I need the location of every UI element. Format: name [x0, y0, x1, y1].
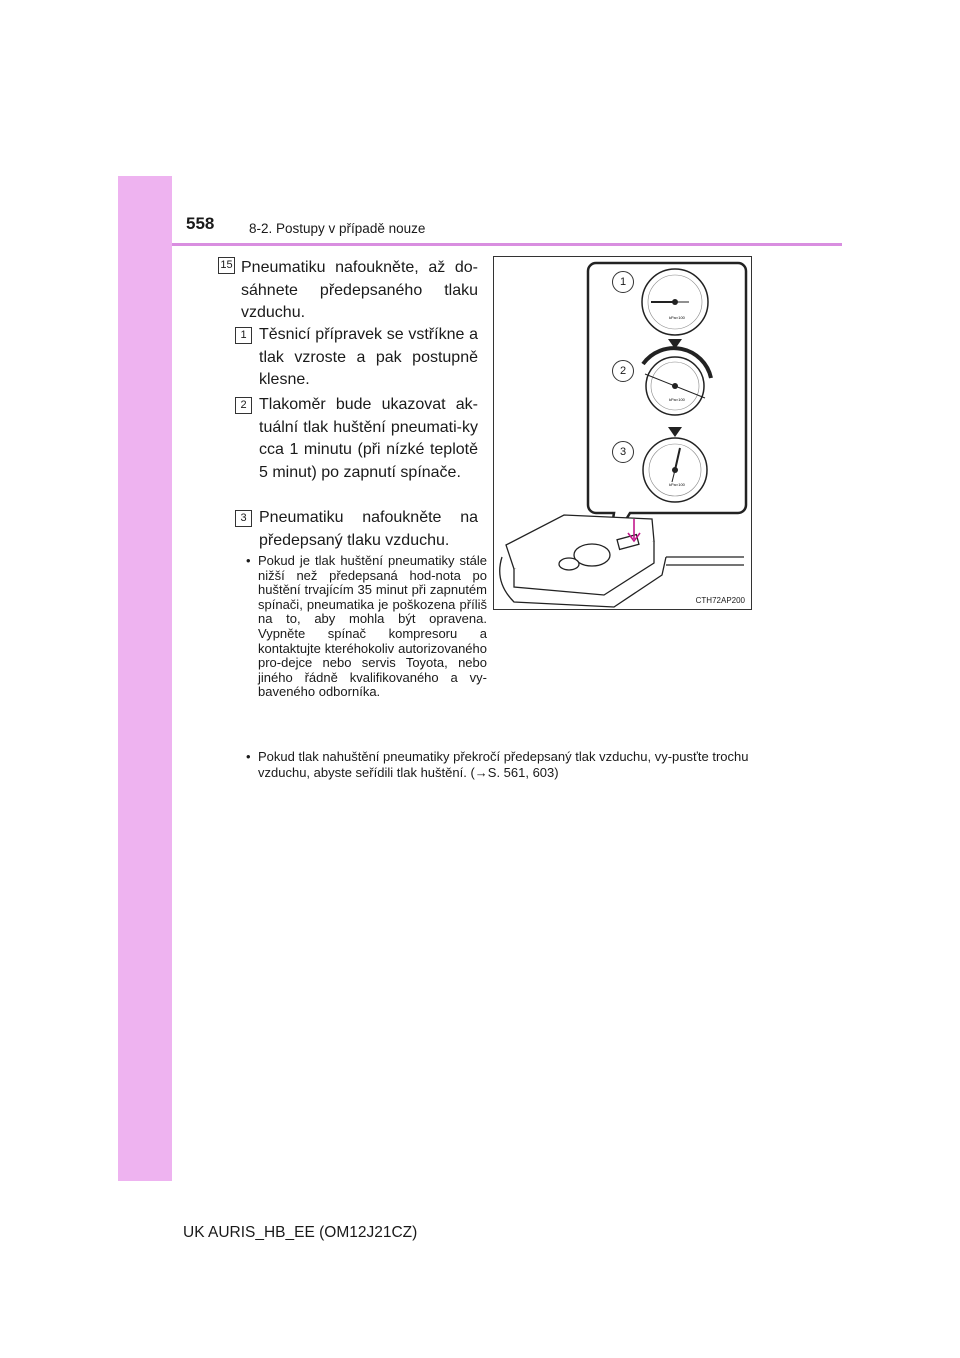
substep-number-2: 2	[235, 397, 252, 414]
substep-text-1: Těsnicí přípravek se vstříkne a tlak vzroste a pak postupně klesne.	[259, 326, 478, 388]
header-rule	[172, 243, 842, 246]
compressor-unit	[500, 515, 744, 607]
svg-text:kPa×100: kPa×100	[669, 397, 685, 402]
figure-code: CTH72AP200	[695, 596, 745, 605]
substep-number-1: 1	[235, 327, 252, 344]
svg-text:kPa×100: kPa×100	[669, 315, 685, 320]
gauge-1	[642, 269, 708, 335]
note-text-2: Pokud tlak nahuštění pneumatiky překročí předepsaný tlak vzduchu, vy-pusťte trochu vzduchu, abyste seřídili tlak huštění. (→S. 561, 603)	[258, 749, 749, 780]
step-number-box: 15	[218, 257, 235, 274]
callout-3: 3	[612, 441, 634, 463]
footer-model-code: UK AURIS_HB_EE (OM12J21CZ)	[183, 1224, 418, 1241]
substep-text-3: Pneumatiku nafoukněte na předepsaný tlaku vzduchu.	[259, 509, 478, 549]
bullet-dot: •	[246, 553, 251, 568]
bullet-dot: •	[246, 749, 251, 764]
note-1	[246, 553, 487, 700]
page-number: 558	[186, 214, 215, 233]
gauge-3	[643, 438, 707, 502]
note-text-1: Pokud je tlak huštění pneumatiky stále nižší než předepsaná hod-nota po huštění trvajícím 35 minut při zapnutém spínači, pneumatika je poškozena příliš na to, aby mohla být opravena. Vypněte spínač kompresoru a kontaktujte kteréhokoliv autorizovaného pro-dejce nebo servis Toyota, nebo jiného řádně kvalifikovaného a vy-baveného odborníka.	[258, 553, 487, 700]
compressor-gauge-illustration	[494, 257, 751, 609]
substep-text-2: Tlakoměr bude ukazovat ak-tuální tlak huštění pneumati-ky cca 1 minutu (při nízké teplotě 5 minut) po zapnutí spínače.	[259, 396, 478, 481]
side-tab-band	[118, 176, 172, 1181]
substep-number-3: 3	[235, 510, 252, 527]
illustration-figure	[493, 256, 752, 610]
note-2	[246, 749, 754, 781]
callout-1: 1	[612, 271, 634, 293]
callout-2: 2	[612, 360, 634, 382]
section-title: 8-2. Postupy v případě nouze	[249, 221, 426, 236]
svg-text:kPa×100: kPa×100	[669, 482, 685, 487]
step-text: Pneumatiku nafoukněte, až do-sáhnete předepsaného tlaku vzduchu.	[241, 259, 478, 321]
